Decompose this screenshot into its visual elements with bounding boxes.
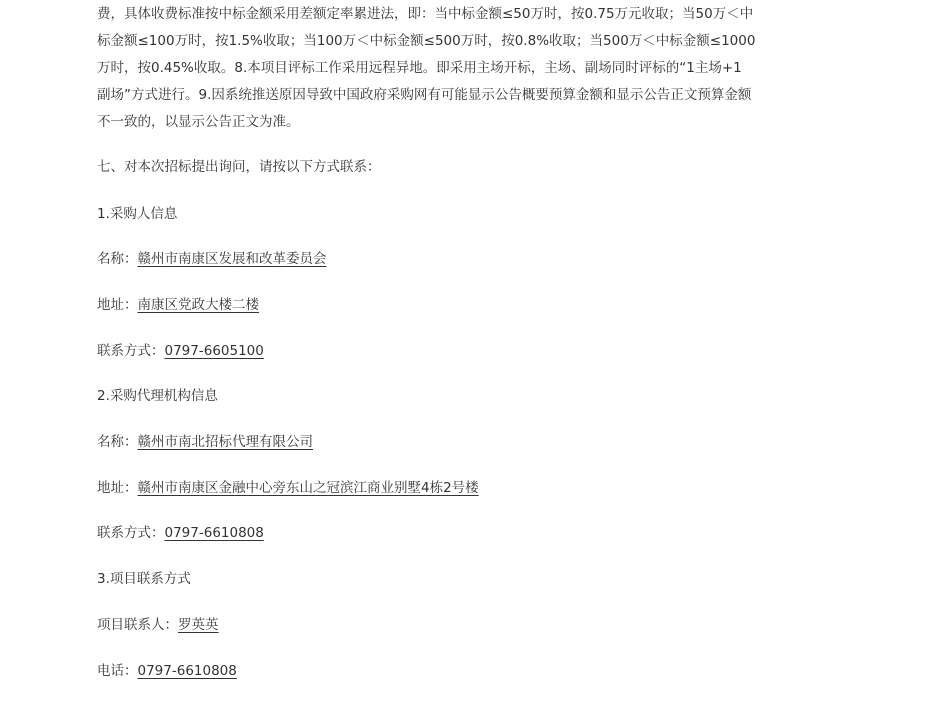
agency-name-value: 赣州市南北招标代理有限公司 xyxy=(137,434,313,450)
project-person-label: 项目联系人： xyxy=(97,617,178,633)
project-heading: 3.项目联系方式 xyxy=(97,571,191,587)
purchaser-name-label: 名称： xyxy=(97,251,138,267)
agency-heading: 2.采购代理机构信息 xyxy=(97,388,218,404)
agency-name-label: 名称： xyxy=(97,434,138,450)
project-phone-label: 电话： xyxy=(97,663,138,679)
agency-name-row xyxy=(97,432,313,452)
agency-contact-label: 联系方式： xyxy=(97,525,165,541)
purchaser-heading: 1.采购人信息 xyxy=(97,206,178,222)
purchaser-contact-row xyxy=(97,341,264,361)
purchaser-address-value: 南康区党政大楼二楼 xyxy=(137,297,259,313)
project-phone-value: 0797-6610808 xyxy=(137,663,237,679)
purchaser-name-row xyxy=(97,249,327,269)
purchaser-contact-value: 0797-6605100 xyxy=(164,343,264,359)
purchaser-address-label: 地址： xyxy=(97,297,138,313)
project-person-row xyxy=(97,615,219,635)
announcement-body xyxy=(97,0,757,679)
agency-address-row xyxy=(97,478,479,498)
agency-contact-value: 0797-6610808 xyxy=(164,525,264,541)
intro-paragraph: 费，具体收费标准按中标金额采用差额定率累进法，即：当中标金额≤50万时，按0.75万元收取；当50万＜中标金额≤100万时，按1.5%收取；当100万＜中标金额≤500万时，按0.8%收取；当500万＜中标金额≤1000万时，按0.45%收取。8.本项目评标工作采用远程异地。即采用主场开标，主场、副场同时评标的“1主场+1 副场”方式进行。9.因系统推送原因导致中国政府采购网有可能显示公告概要预算金额和显示公告正文预算金额不一致的，以显示公告正文为准。 xyxy=(97,6,756,130)
agency-address-value: 赣州市南康区金融中心旁东山之冠滨江商业别墅4栋2号楼 xyxy=(137,480,479,496)
agency-address-label: 地址： xyxy=(97,480,138,496)
section-7-heading: 七、对本次招标提出询问，请按以下方式联系： xyxy=(97,159,381,175)
project-person-value: 罗英英 xyxy=(178,617,219,633)
purchaser-address-row xyxy=(97,295,259,315)
project-phone-row xyxy=(97,661,237,681)
purchaser-contact-label: 联系方式： xyxy=(97,343,165,359)
purchaser-name-value: 赣州市南康区发展和改革委员会 xyxy=(137,251,327,267)
agency-contact-row xyxy=(97,523,264,543)
